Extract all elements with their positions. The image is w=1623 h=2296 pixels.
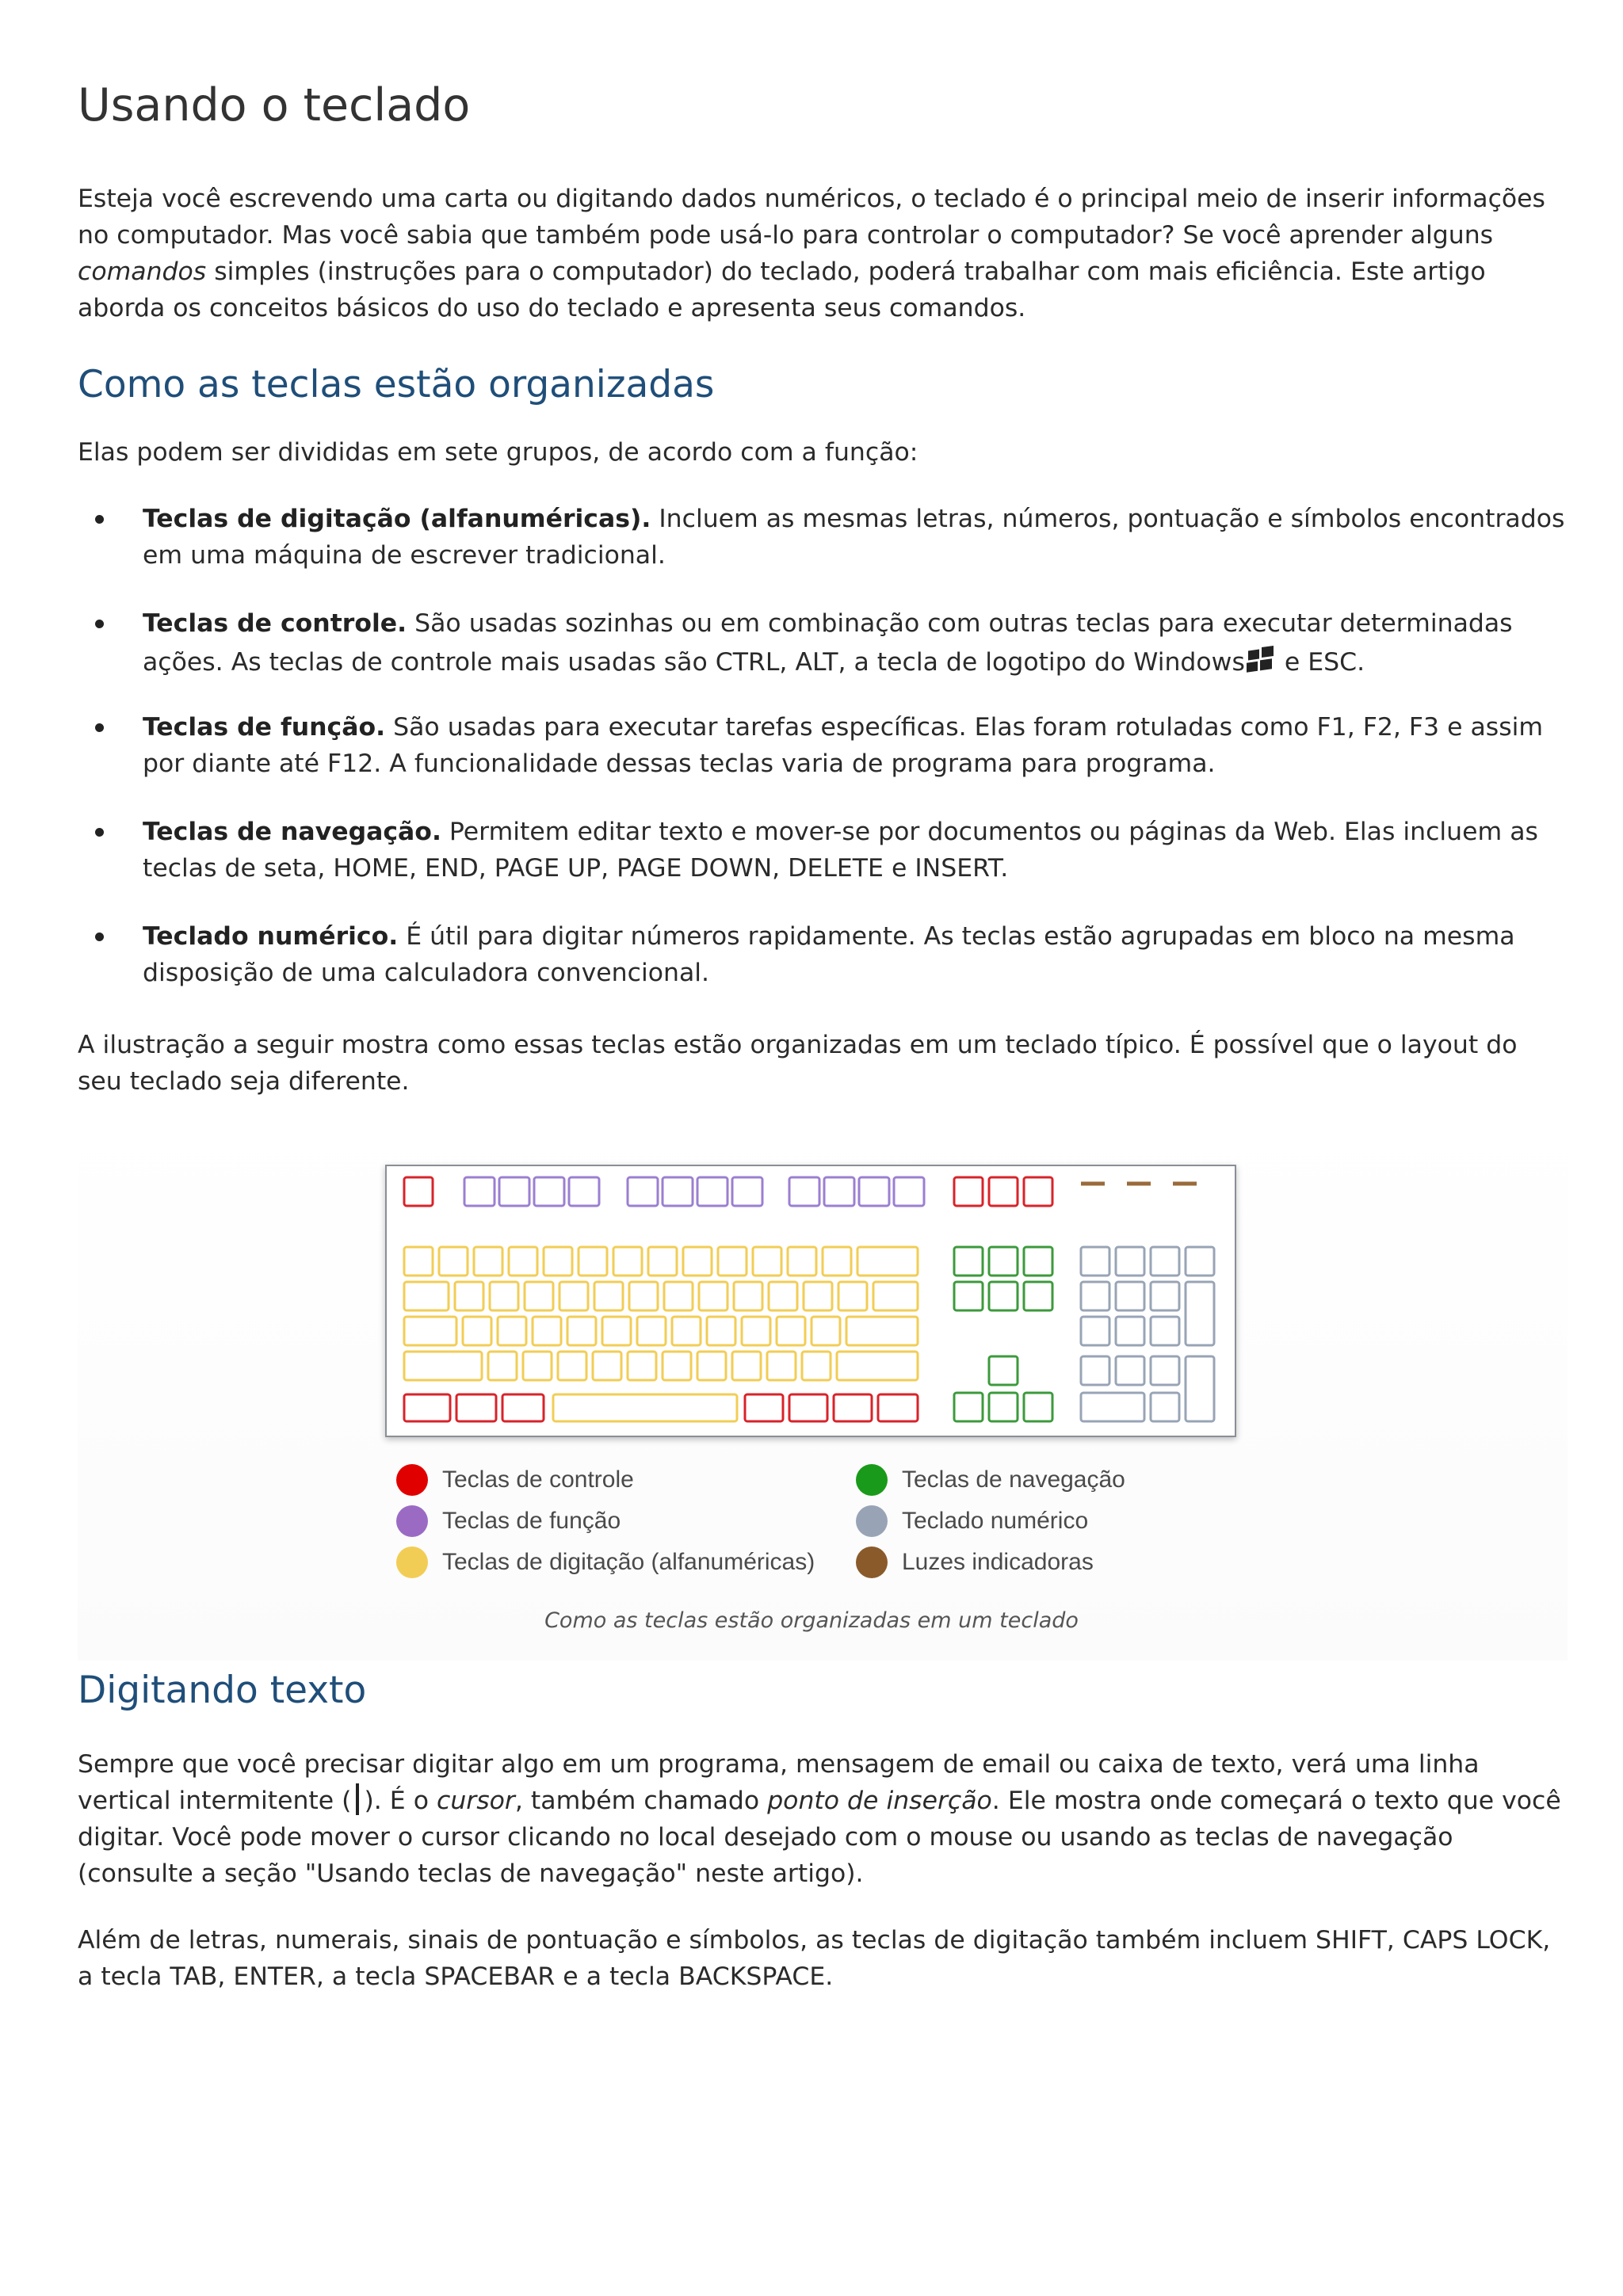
section-heading-organization: Como as teclas estão organizadas [78, 363, 715, 406]
legend-numeric-dot [856, 1505, 888, 1537]
page-title: Usando o teclado [78, 79, 471, 132]
list-item: Teclas de controle. São usadas sozinhas ou em combinação com outras teclas para executar determinadas ações. As teclas de controle mais usadas são CTRL, ALT, a tecla de logotipo do Windows e ESC. [78, 605, 1583, 681]
section-lead: Elas podem ser divididas em sete grupos, de acordo com a função: [78, 438, 918, 467]
navigation-keys [954, 1247, 1052, 1421]
legend-item: Teclado numérico [856, 1504, 1088, 1539]
legend-item: Teclas de navegação [856, 1463, 1125, 1497]
illustration-intro: A ilustração a seguir mostra como essas teclas estão organizadas em um teclado típico. É possível que o layout do seu teclado seja diferente. [78, 1031, 1518, 1096]
list-item: Teclas de função. São usadas para executar tarefas específicas. Elas foram rotuladas como F1, F2, F3 e assim por diante até F12. A funcionalidade dessas teclas varia de programa para programa. [78, 709, 1583, 782]
legend-item: Teclas de digitação (alfanuméricas) [396, 1545, 815, 1580]
key-groups-list [78, 501, 1583, 991]
typing-paragraph-1: Sempre que você precisar digitar algo em um programa, mensagem de email ou caixa de texto, verá uma linha vertical intermitente ( ). É o cursor, também chamado ponto de inserção. Ele mostra onde começará o texto que você digitar. Você pode mover o cursor clicando no local desejado com o mouse ou usando as teclas de navegação (consulte a seção "Usando teclas de navegação" neste artigo). [78, 1750, 1561, 1888]
section-heading-typing: Digitando texto [78, 1669, 367, 1712]
esc-key [404, 1177, 433, 1206]
legend-indicator-dot [856, 1547, 888, 1578]
legend-function-dot [396, 1505, 428, 1537]
list-item: Teclas de navegação. Permitem editar texto e mover-se por documentos ou páginas da Web. Elas incluem as teclas de seta, HOME, END, PAGE UP, PAGE DOWN, DELETE e INSERT. [78, 814, 1583, 887]
windows-logo-icon [1245, 642, 1277, 673]
typing-paragraph-2: Além de letras, numerais, sinais de pontuação e símbolos, as teclas de digitação também incluem SHIFT, CAPS LOCK, a tecla TAB, ENTER, a tecla SPACEBAR e a tecla BACKSPACE. [78, 1926, 1551, 1991]
control-keys-bottom [404, 1394, 918, 1421]
legend-control-dot [396, 1464, 428, 1496]
numeric-keypad [1081, 1247, 1214, 1421]
comandos-term: comandos [78, 257, 207, 286]
control-keys-top [954, 1177, 1052, 1206]
keyboard-illustration [385, 1165, 1236, 1437]
function-keys [464, 1177, 924, 1206]
legend-item: Teclas de controle [396, 1463, 634, 1497]
legend-item: Teclas de função [396, 1504, 621, 1539]
list-item: Teclado numérico. É útil para digitar números rapidamente. As teclas estão agrupadas em bloco na mesma disposição de uma calculadora convencional. [78, 918, 1583, 991]
intro-paragraph: Esteja você escrevendo uma carta ou digitando dados numéricos, o teclado é o principal meio de inserir informações no computador. Mas você sabia que também pode usá-lo para controlar o computador? Se você aprender alguns comandos simples (instruções para o computador) do teclado, poderá trabalhar com mais eficiência. Este artigo aborda os conceitos básicos do uso do teclado e apresenta seus comandos. [78, 185, 1545, 322]
text-cursor-icon [356, 1783, 359, 1815]
list-item: Teclas de digitação (alfanuméricas). Incluem as mesmas letras, números, pontuação e símbolos encontrados em uma máquina de escrever tradicional. [78, 501, 1583, 574]
legend-navigation-dot [856, 1464, 888, 1496]
keyboard-legend [396, 1463, 1189, 1589]
legend-typing-dot [396, 1547, 428, 1578]
legend-item: Luzes indicadoras [856, 1545, 1094, 1580]
figure-caption: Como as teclas estão organizadas em um teclado [544, 1608, 1079, 1633]
